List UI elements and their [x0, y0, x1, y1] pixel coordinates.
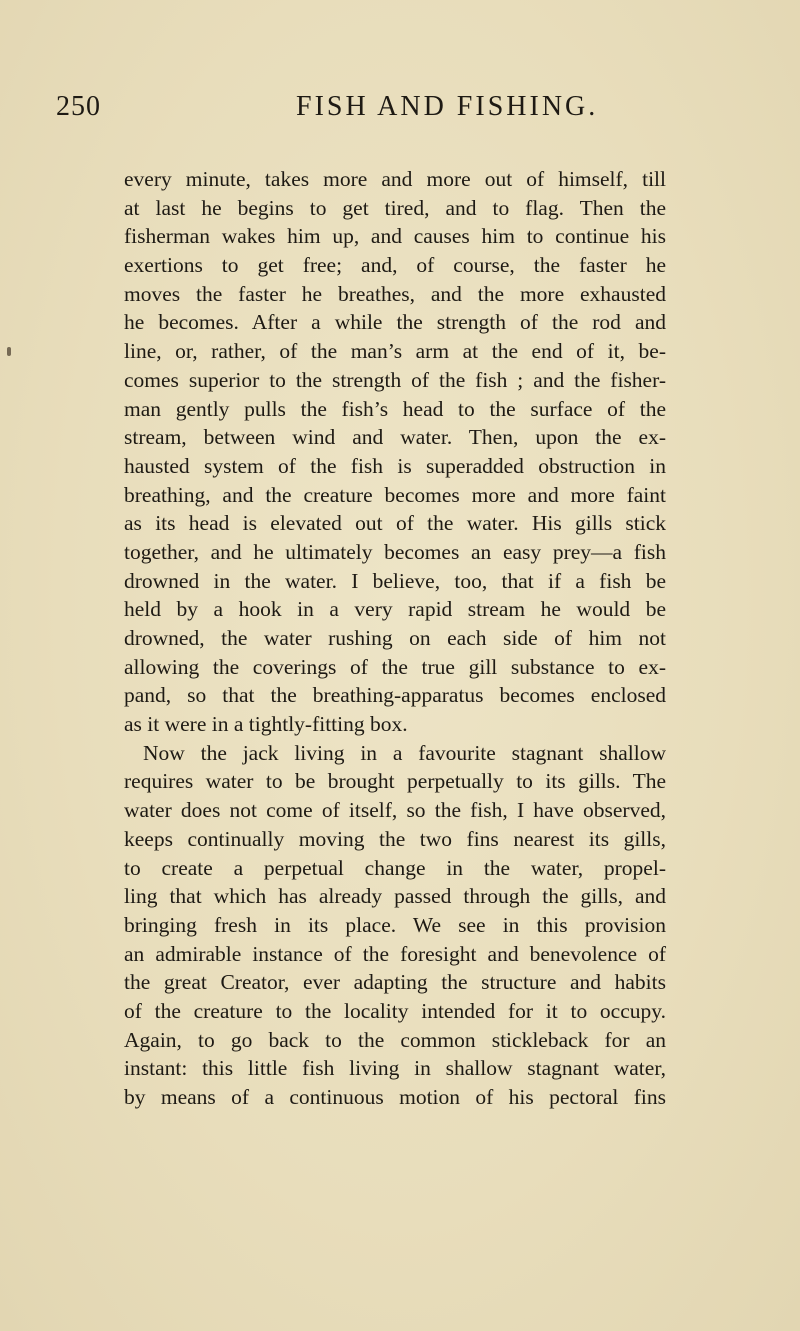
text-line: drowned, the water rushing on each side of him not — [124, 626, 666, 650]
text-line: exertions to get free; and, of course, the faster he — [124, 253, 666, 278]
text-line: as its head is elevated out of the water. His gills stick — [124, 511, 666, 536]
text-line: comes superior to the strength of the fish ; and the fisher- — [124, 367, 666, 392]
body-text — [124, 165, 666, 1112]
text-line: of the creature to the locality intended for it to occupy. — [124, 998, 666, 1023]
paragraph-end-line: as it were in a tightly-fitting box. — [124, 712, 408, 737]
text-line: every minute, takes more and more out of himself, till — [124, 167, 666, 191]
text-line: by means of a continuous motion of his pectoral fins — [124, 1085, 666, 1109]
text-line: moves the faster he breathes, and the more exhausted — [124, 281, 666, 306]
text-line: bringing fresh in its place. We see in this provision — [124, 912, 666, 937]
text-line: the great Creator, ever adapting the structure and habits — [124, 970, 666, 995]
running-head: FISH AND FISHING. — [296, 91, 599, 122]
text-line: line, or, rather, of the man’s arm at the end of it, be- — [124, 339, 666, 364]
text-line: held by a hook in a very rapid stream he would be — [124, 597, 666, 622]
text-line: water does not come of itself, so the fish, I have observed, — [124, 798, 666, 823]
text-line: instant: this little fish living in shallow stagnant water, — [124, 1056, 666, 1081]
text-line: stream, between wind and water. Then, upon the ex- — [124, 425, 666, 450]
text-line: breathing, and the creature becomes more and more faint — [124, 482, 666, 507]
text-line: man gently pulls the fish’s head to the surface of the — [124, 396, 666, 421]
text-line: requires water to be brought perpetually to its gills. The — [124, 769, 666, 794]
text-line: allowing the coverings of the true gill substance to ex- — [124, 654, 666, 679]
text-line: to create a perpetual change in the water, propel- — [124, 855, 666, 880]
text-line: an admirable instance of the foresight and benevolence of — [124, 941, 666, 966]
page-header — [0, 91, 800, 127]
text-line: together, and he ultimately becomes an easy prey—a fish — [124, 539, 666, 564]
page-number: 250 — [56, 91, 101, 122]
text-line: drowned in the water. I believe, too, that if a fish be — [124, 568, 666, 593]
text-line: fisherman wakes him up, and causes him to continue his — [124, 224, 666, 249]
text-line: pand, so that the breathing-apparatus becomes enclosed — [124, 683, 666, 708]
text-line: he becomes. After a while the strength of the rod and — [124, 310, 666, 335]
paragraph-start-line: Now the jack living in a favourite stagnant shallow — [143, 740, 666, 765]
text-line: Again, to go back to the common stickleback for an — [124, 1027, 666, 1052]
text-line: keeps continually moving the two fins nearest its gills, — [124, 826, 666, 851]
text-line: ling that which has already passed through the gills, and — [124, 884, 666, 909]
margin-speck — [7, 347, 11, 356]
text-line: hausted system of the fish is superadded obstruction in — [124, 453, 666, 478]
text-line: at last he begins to get tired, and to flag. Then the — [124, 195, 666, 220]
